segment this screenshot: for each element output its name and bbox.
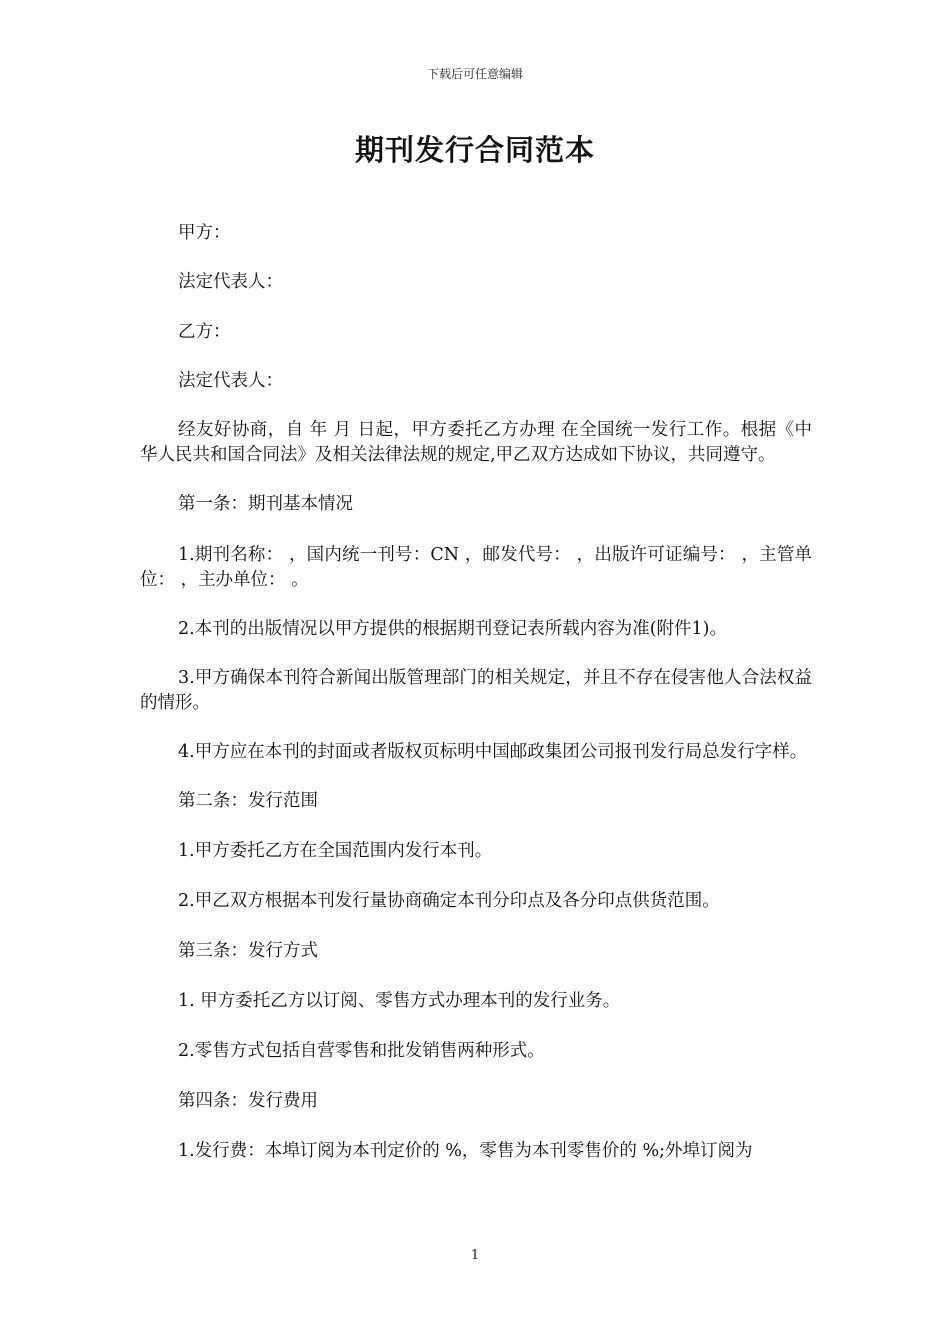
- article-1-clause-2: 2.本刊的出版情况以甲方提供的根据期刊登记表所载内容为准(附件1)。: [178, 619, 727, 639]
- article-3-clause-2: 2.零售方式包括自营零售和批发销售两种形式。: [178, 1041, 545, 1061]
- article-2-heading: 第二条：发行范围: [178, 791, 318, 811]
- party-a-representative-line: 法定代表人：: [178, 272, 283, 292]
- article-1-clause-4: 4.甲方应在本刊的封面或者版权页标明中国邮政集团公司报刊发行局总发行字样。: [178, 742, 808, 762]
- article-2-clause-1: 1.甲方委托乙方在全国范围内发行本刊。: [178, 841, 493, 861]
- article-1-heading: 第一条：期刊基本情况: [178, 494, 353, 514]
- article-4-heading: 第四条：发行费用: [178, 1091, 318, 1111]
- page-number: 1: [470, 1248, 480, 1263]
- article-1-clause-3: 3.甲方确保本刊符合新闻出版管理部门的相关规定，并且不存在侵害他人合法权益的情形。: [140, 668, 812, 713]
- party-b-representative-line: 法定代表人：: [178, 371, 283, 391]
- article-2-clause-2: 2.甲乙双方根据本刊发行量协商确定本刊分印点及各分印点供货范围。: [178, 891, 720, 911]
- contract-preamble: 经友好协商，自 年 月 日起，甲方委托乙方办理 在全国统一发行工作。根据《中华人民共和国合同法》及相关法律法规的规定,甲乙双方达成如下协议，共同遵守。: [140, 420, 812, 465]
- header-note: 下载后可任意编辑: [426, 67, 523, 81]
- party-b-line: 乙方：: [178, 322, 231, 342]
- party-a-line: 甲方：: [178, 223, 231, 243]
- article-1-clause-1: 1.期刊名称： ，国内统一刊号：CN ，邮发代号： ，出版许可证编号： ，主管单位： ，主办单位： 。: [140, 545, 812, 590]
- article-3-heading: 第三条：发行方式: [178, 941, 318, 961]
- article-4-clause-1: 1.发行费：本埠订阅为本刊定价的 %，零售为本刊零售价的 %;外埠订阅为: [178, 1141, 753, 1161]
- document-body: [140, 221, 812, 1164]
- article-3-clause-1: 1. 甲方委托乙方以订阅、零售方式办理本刊的发行业务。: [178, 991, 621, 1011]
- document-title: 期刊发行合同范本: [354, 133, 595, 167]
